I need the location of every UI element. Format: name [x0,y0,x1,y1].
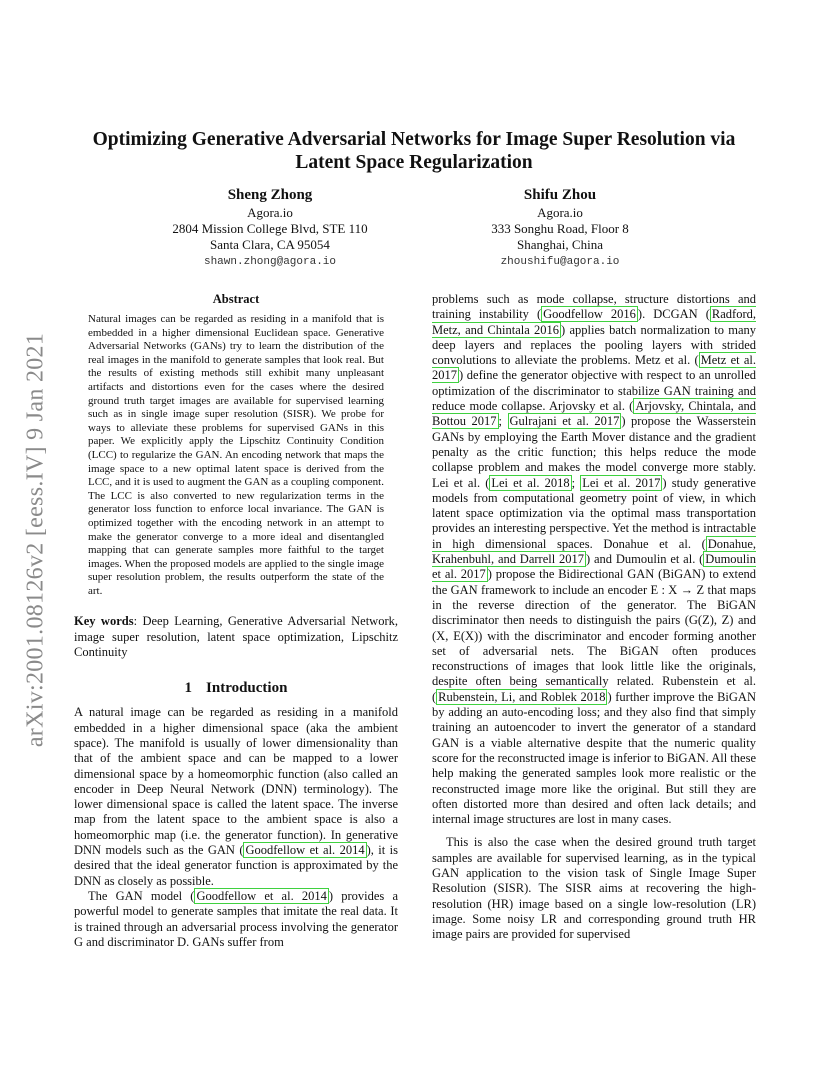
citation-link[interactable]: Goodfellow et al. 2014 [196,888,327,903]
citation-link[interactable]: Goodfellow 2016 [543,307,636,322]
text-run: The GAN model ( [88,888,195,903]
intro-paragraph [74,705,398,889]
text-run: ) define the generator objective with respect to an unrolled optimization of the discriminator to stabilize GAN training and reduce mode collapse. Arjovsky et al. ( [432,368,756,414]
text-run: ) and Dumoulin et al. ( [586,552,704,567]
author-block-1 [140,186,400,270]
text-run: ; [498,414,508,429]
text-run: ) propose the Bidirectional GAN (BiGAN) to extend the GAN framework to include an encoder E : X → Z that maps in the reverse direction of the generator. The BiGAN discriminator then needs to distinguish the pairs (G(Z), Z) and (X, E(X)) with the discriminator and encoder forming another set of adversarial nets. The BiGAN often produces reconstructions of images that look little like the originals, despite often being semantically related. Rubenstein et al. ( [432,567,757,704]
author-email: zhoushifu@agora.io [500,256,620,268]
author-address-line: 333 Songhu Road, Floor 8 [491,221,629,236]
author-affiliation: Agora.io [247,205,293,220]
author-address-line: 2804 Mission College Blvd, STE 110 [172,221,368,236]
citation-link[interactable]: Gulrajani et al. 2017 [509,414,620,429]
paper-title: Optimizing Generative Adversarial Networks for Image Super Resolution via Latent Space Regularization [92,129,736,173]
author-email: shawn.zhong@agora.io [203,256,337,268]
author-address-line: Shanghai, China [517,237,603,252]
citation-link[interactable]: Arjovsky, Chintala, and Bottou 2017 [432,399,757,429]
text-run: ) study generative models from computational geometry point of view, in which latent space optimization via the optimal mass transportation provides an interesting perspective. Yet the method is intractable in high dimensional spaces. Donahue et al. ( [432,475,756,551]
citation-link[interactable]: Radford, Metz, and Chintala 2016 [432,307,756,337]
citation-link[interactable]: Metz et al. 2017 [432,353,756,383]
section-heading [74,680,398,697]
citation-link[interactable]: Dumoulin et al. 2017 [432,552,756,582]
citation-link[interactable]: Donahue, Krahenbuhl, and Darrell 2017 [432,536,756,567]
text-run: ) propose the Wasserstein GANs by employing the Earth Mover distance and the gradient penalty as the critic function; this helps reduce the mode collapse problem and makes the model converge more stably. Lei et al. ( [432,414,756,490]
right-column [432,292,756,950]
body-paragraph [432,292,756,827]
text-run: ) provides a powerful model to generate samples that imitate the real data. It is trained through an adversarial process involving the generator G and discriminator D. GANs suffer from [74,888,399,949]
citation-link[interactable]: Goodfellow et al. 2014 [245,843,365,858]
section-number: 1 [184,680,193,697]
section-title: Introduction [206,680,288,697]
text-run: ), it is desired that the ideal generator function is approximated by the DNN as closely as possible. [74,843,398,888]
citation-link[interactable]: Lei et al. 2017 [582,475,661,490]
keywords [74,614,398,660]
left-column [74,292,398,950]
keywords-text: : Deep Learning, Generative Adversarial Network, image super resolution, latent space optimization, Lipschitz Continuity [74,614,398,660]
author-address-line: Santa Clara, CA 95054 [210,237,330,252]
text-run: ) applies batch normalization to many deep layers and replaces the pooling layers with strided convolutions to alleviate the problems. Metz et al. ( [432,322,756,368]
text-run: ; [571,475,581,490]
citation-link[interactable]: Rubenstein, Li, and Roblek 2018 [438,689,606,704]
keywords-label: Key words [74,614,134,629]
intro-paragraph [74,889,398,950]
abstract-text: Natural images can be regarded as residing in a manifold that is embedded in a higher dimensional Euclidean space. Generative Adversarial Networks (GANs) try to learn the distribution of the real images in the manifold to generate samples that look real. But the results of existing methods still exhibit many unpleasant artifacts and distortions even for the cases where the desired ground truth target images are available for supervised learning such as in single image super resolution (SISR). We probe for ways to alleviate these problems for supervised GANs in this paper. We explicitly apply the Lipschitz Continuity Condition (LCC) to regularize the GAN. An encoding network that maps the image space to a new optimal latent space is derived from the LCC, and it is used to augment the GAN as a coupling component. The LCC is also converted to new regularization terms in the generator loss function to enforce local invariance. The GAN is optimized together with the encoding network in an attempt to make the generator converge to a more ideal and disentangled mapping that can generate samples more faithful to the target images. When the proposed models are applied to the single image super resolution problem, the results outperform the state of the art. [88,313,384,597]
arxiv-identifier: arXiv:2001.08126v2 [eess.IV] 9 Jan 2021 [22,332,49,748]
text-run: ) further improve the BiGAN by adding an auto-encoding loss; and they also find that simply training an autoencoder to invert the generator of a standard GAN is a viable alternative despite that the numeric quality score for the reconstructed image is inferior to BiGAN. All these help making the generated samples look more realistic or the reconstructed image more like the original. But still they are often distorted more than desired and often lack details; and internal image structures are lost in many cases. [432,689,756,827]
body-paragraph: This is also the case when the desired ground truth target samples are available for supervised learning, as in the typical GAN application to the vision task of Single Image Super Resolution (SISR). The SISR aims at recovering the high-resolution (HR) image based on a single low-resolution (LR) image. Some noisy LR and corresponding ground truth HR image pairs are provided for supervised [432,835,756,942]
author-block-2 [430,186,690,270]
text-run: problems such as mode collapse, structure distortions and training instability ( [432,292,756,322]
text-run: ). DCGAN ( [637,307,710,322]
citation-link[interactable]: Lei et al. 2018 [491,475,570,490]
author-name: Sheng Zhong [227,187,313,203]
abstract-heading: Abstract [212,292,260,306]
author-affiliation: Agora.io [537,205,583,220]
text-run: A natural image can be regarded as residing in a manifold embedded in a higher dimensional space (aka the ambient space). The manifold is usually of lower dimensionality than that of the ambient space and can be mapped to a lower dimensional space by a homeomorphic function (also called an encoder in Deep Neural Network (DNN) terminology). The lower dimensional space is called the latent space. The inverse map from the latent space to the ambient space is also a homeomorphic map (i.e. the generator function). In generative DNN models such as the GAN ( [74,705,398,858]
author-name: Shifu Zhou [523,187,597,203]
